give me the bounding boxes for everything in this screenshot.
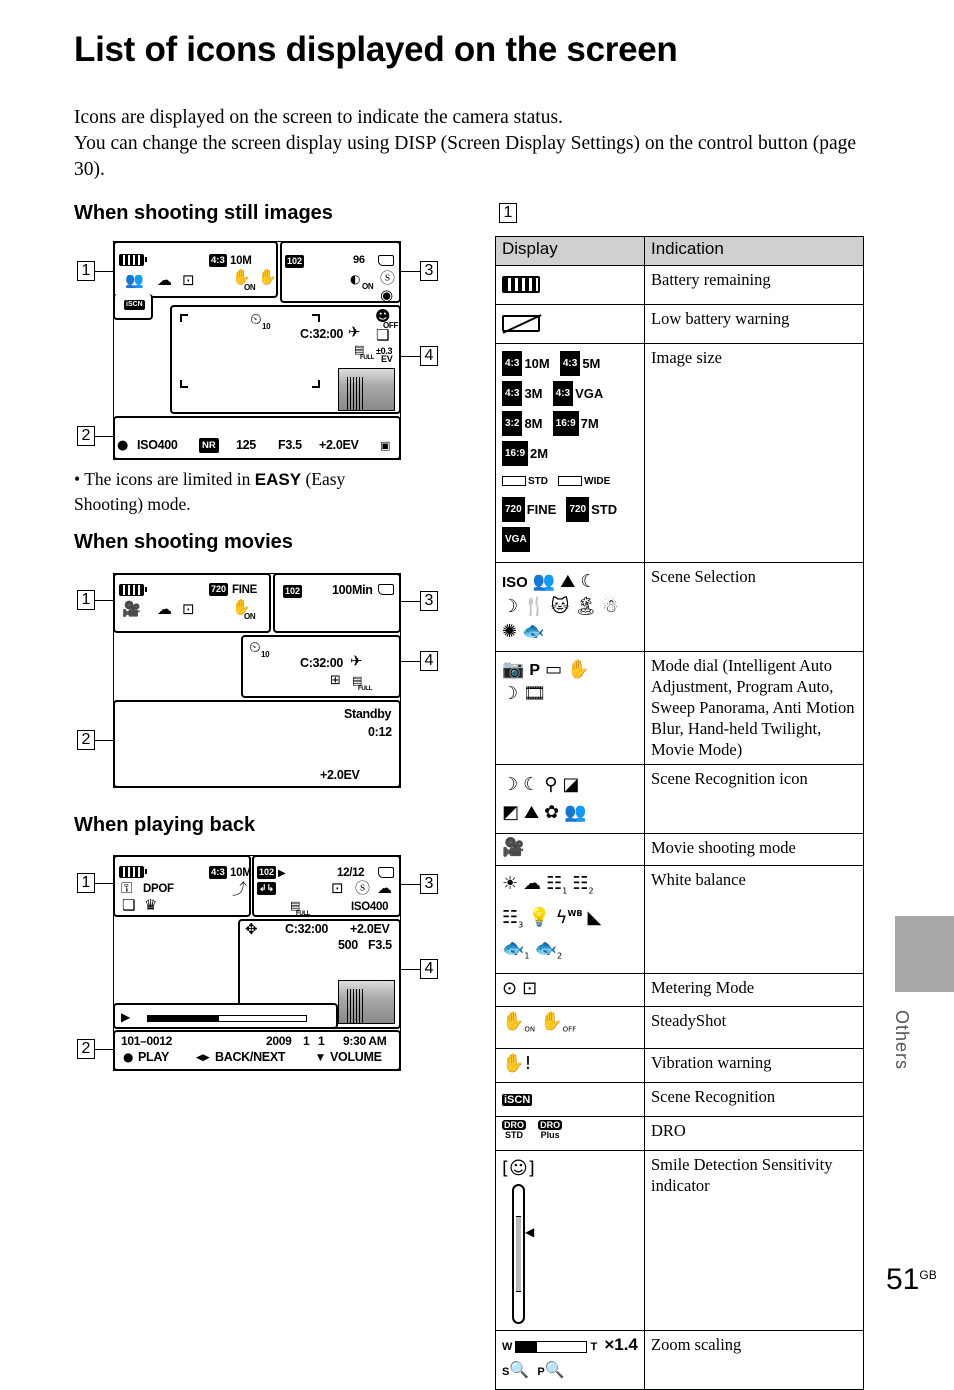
vibration-warning-icon: ✋ <box>258 268 277 286</box>
dro-plus-icon: DRO Plus <box>540 1119 561 1140</box>
zoom-s-label: S <box>502 1365 510 1378</box>
movie-fine-icon: 720 FINE <box>502 497 556 522</box>
full-label: FULL <box>360 355 375 361</box>
exposure-value: +2.0EV <box>320 768 360 782</box>
volume-label: VOLUME <box>330 1050 382 1064</box>
image-quality-icon: ▤ <box>354 343 365 356</box>
steadyshot-on: ON <box>244 283 256 292</box>
burst-group-icon: ❏ <box>122 896 136 914</box>
record-status: Standby <box>344 707 392 721</box>
indication: SteadyShot <box>645 1007 864 1049</box>
col-display: Display <box>496 237 645 266</box>
table-row <box>496 865 864 974</box>
macro-icon: ✿ <box>544 801 560 823</box>
backlight-portrait-icon: ◩ <box>502 801 520 823</box>
portrait-icon: 👥 <box>564 801 587 823</box>
timecode: C:32:00 <box>285 922 329 936</box>
leader-line <box>95 600 115 601</box>
playback-heading: When playing back <box>74 814 256 836</box>
smile-icon: ☻ <box>375 307 391 325</box>
beach-icon: 🏝 <box>574 595 598 617</box>
still-heading: When shooting still images <box>74 202 333 224</box>
callout-1: 1 <box>77 873 95 893</box>
memory-card-icon <box>378 255 394 266</box>
vibration-icon: ✥ <box>245 920 258 938</box>
nr-tag: NR <box>199 438 219 453</box>
af-frame-tl <box>180 314 188 322</box>
metering-center-icon: ⊙ <box>502 978 518 1000</box>
sweep-panorama-icon: ▭ <box>545 658 563 680</box>
twilight-icon: ☽ <box>502 773 519 795</box>
smile-sensitivity-bar <box>512 1184 525 1324</box>
play-folder-arrow: ▶ <box>278 868 286 879</box>
twilight-icon: ☽ <box>502 595 519 617</box>
image-size-icon: 3:2 8M <box>502 411 543 436</box>
note-post: (Easy Shooting) mode. <box>74 469 346 514</box>
callout-4: 4 <box>420 959 438 979</box>
landscape-icon: ⛰ <box>524 801 540 823</box>
backlight-icon: ◪ <box>562 773 580 795</box>
steadyshot-on-icon: $✋_{ON}$ <box>502 1011 536 1034</box>
table-row <box>496 833 864 865</box>
leader-line <box>95 883 115 884</box>
table-row <box>496 764 864 833</box>
smart-zoom-icon: 🔍 <box>509 1359 530 1379</box>
icon-table <box>495 236 864 1390</box>
scene-hint-icon: ✈ <box>350 652 363 670</box>
pet-icon: 🐱 <box>550 595 570 617</box>
indication: Metering Mode <box>645 974 864 1007</box>
image-size-icon: 4:3 VGA <box>553 381 604 406</box>
movie-box-3 <box>273 573 401 633</box>
quality-full-icon: ▤ <box>352 674 363 687</box>
folder-tag: 102 <box>259 867 275 877</box>
image-size: 10M <box>230 867 252 879</box>
movie-mode-icon: 🎞 <box>523 682 546 704</box>
easy-note: • The icons are limited in EASY (Easy Shooting) mode. <box>74 469 346 514</box>
callout-2: 2 <box>77 426 95 446</box>
wb-daylight-icon: ☀ <box>502 872 519 894</box>
playback-progress-fill <box>148 1016 219 1021</box>
callout-4: 4 <box>420 346 438 366</box>
image-count: 12/12 <box>337 867 365 879</box>
scene-recognition-icon: iSCN <box>504 1093 531 1106</box>
aperture-value: F3.5 <box>368 938 392 952</box>
timecode: C:32:00 <box>300 656 344 670</box>
leader-line <box>95 1049 115 1050</box>
table-row <box>496 974 864 1007</box>
zoom-t-label: T <box>590 1340 598 1353</box>
wb-fluorescent-3-icon: $☷_3$ <box>502 907 524 930</box>
red-eye-icon: ◉ <box>380 286 394 304</box>
page-number: $51^{GB}$ <box>886 1263 937 1296</box>
table-row <box>496 266 864 305</box>
self-timer-sub: 10 <box>261 650 270 659</box>
leader-line <box>95 436 115 437</box>
indication: Scene Recognition icon <box>645 764 864 833</box>
wb-underwater-2-icon: $🐟_2$ <box>534 937 563 961</box>
high-sensitivity-icon: ISO <box>502 573 528 591</box>
aspect-tag: 4:3 <box>211 867 225 878</box>
callout-3: 3 <box>420 591 438 611</box>
image-size-icon: 4:3 5M <box>560 351 601 376</box>
movie-shooting-icon: 🎥 <box>502 836 525 858</box>
wb-flash-icon: $ϟ^{WB}$ <box>555 907 583 929</box>
back-next-label: BACK/NEXT <box>215 1050 286 1064</box>
metering-spot-icon: ⊡ <box>182 600 195 618</box>
flash-icon: ⓢ <box>355 879 371 897</box>
ev-label: EV <box>381 354 393 364</box>
battery-icon <box>119 866 144 878</box>
handheld-twilight-icon: ☽ <box>502 682 519 704</box>
indication: Mode dial (Intelligent Auto Adjustment, Program Auto, Sweep Panorama, Anti Motion Blur, Hand-held Twilight, Movie Mode) <box>645 651 864 764</box>
wb-cloudy-icon: ☁ <box>157 600 172 618</box>
metering-spot-icon: ⊡ <box>182 271 195 289</box>
indication: Zoom scaling <box>645 1330 864 1389</box>
callout-4: 4 <box>420 651 438 671</box>
indication: Smile Detection Sensitivity indicator <box>645 1150 864 1330</box>
zoom-bar <box>515 1341 587 1353</box>
steadyshot-icon: ✋ <box>232 598 251 616</box>
battery-icon <box>119 254 144 266</box>
battery-icon <box>502 276 540 293</box>
change-icon: ⤴ <box>232 880 248 898</box>
leader-line <box>400 661 420 662</box>
folder-tag: 102 <box>287 256 303 266</box>
play-label: PLAY <box>138 1050 169 1064</box>
soft-snap-icon: 👥 <box>532 570 556 592</box>
image-size-icon: 16:9 7M <box>553 411 599 436</box>
col-indication: Indication <box>645 237 864 266</box>
quality-full-icon: ▤ <box>290 899 301 912</box>
protect-key-icon: ⚿ <box>121 879 133 897</box>
left-right-icon: ◀▶ <box>196 1053 210 1063</box>
down-arrow-icon: ▼ <box>317 1053 324 1063</box>
indication: DRO <box>645 1116 864 1150</box>
callout-2: 2 <box>77 1039 95 1059</box>
page-title: List of icons displayed on the screen <box>74 30 678 69</box>
indication: Movie shooting mode <box>645 833 864 865</box>
metering-spot-icon: ⊡ <box>331 879 344 897</box>
histogram <box>338 980 395 1024</box>
intro-text <box>74 105 874 183</box>
full-label: FULL <box>358 686 373 692</box>
date-month: 1 <box>303 1034 310 1048</box>
indication: White balance <box>645 865 864 974</box>
time-value: 9:30 AM <box>343 1034 387 1048</box>
iso-value: ISO400 <box>137 438 178 452</box>
anti-motion-blur-icon: ✋ <box>567 658 590 680</box>
wb-fluorescent-1-icon: $☷_1$ <box>546 872 568 896</box>
zoom-w-label: W <box>502 1340 513 1353</box>
full-label: FULL <box>296 911 311 917</box>
file-number: 101–0012 <box>121 1034 172 1048</box>
af-on-label: ON <box>362 282 374 291</box>
date-day: 1 <box>318 1034 325 1048</box>
quality-tag: 720 <box>211 584 227 594</box>
section-tab <box>895 916 954 992</box>
image-size-icon: 4:3 10M <box>502 351 550 376</box>
wb-cloudy-icon: ☁ <box>157 271 172 289</box>
table-row <box>496 1330 864 1389</box>
crown-icon: ♛ <box>144 896 158 914</box>
af-frame-tr <box>312 314 320 322</box>
play-dot-icon: ● <box>123 1050 134 1064</box>
table-row <box>496 1007 864 1049</box>
section-label: Others <box>892 1010 912 1071</box>
table-row <box>496 1150 864 1330</box>
image-size-icon: 16:9 2M <box>502 441 548 466</box>
low-battery-icon <box>502 315 540 332</box>
landscape-icon: ⛰ <box>560 570 576 592</box>
steadyshot-on: ON <box>244 612 256 621</box>
self-timer-sub: 10 <box>262 322 271 331</box>
table-row <box>496 651 864 764</box>
intelligent-auto-icon: 📷 <box>502 658 525 680</box>
battery-icon <box>119 584 144 596</box>
panorama-std-icon: STD <box>502 471 548 492</box>
snow-icon: ☃ <box>602 595 619 617</box>
movie-std-icon: 720 STD <box>566 497 617 522</box>
movie-mode-icon: 🎥 <box>122 600 141 618</box>
exp-comp-small: ±0.3 <box>376 346 393 356</box>
shutter-value: 125 <box>236 438 256 452</box>
play-triangle-icon: ▶ <box>121 1010 131 1024</box>
af-frame-bl <box>180 380 188 388</box>
indication: Scene Selection <box>645 562 864 651</box>
leader-line <box>400 356 420 357</box>
audio-level-icon: ⊞ <box>330 673 341 688</box>
smile-level-arrow-icon: ◀ <box>525 1224 535 1239</box>
record-dot-icon: ● <box>117 438 129 453</box>
fireworks-icon: ✺ <box>502 620 518 642</box>
movie-quality: FINE <box>232 584 257 596</box>
dro-std-icon: DRO STD <box>504 1119 524 1140</box>
dpof-label: DPOF <box>143 883 174 895</box>
smile-off: OFF <box>383 321 399 330</box>
shots-remaining: 96 <box>353 254 365 266</box>
recording-remaining: 100Min <box>332 583 373 597</box>
table-row <box>496 344 864 563</box>
leader-line <box>400 601 420 602</box>
indication: Low battery warning <box>645 305 864 344</box>
image-size: 10M <box>230 255 252 267</box>
intro-line-1: Icons are displayed on the screen to indicate the camera status. <box>74 107 563 128</box>
leader-line <box>95 271 115 272</box>
callout-1: 1 <box>77 590 95 610</box>
table-row <box>496 1116 864 1150</box>
folder-tag: 102 <box>285 586 301 596</box>
twilight-portrait-icon: ☾ <box>580 570 597 592</box>
memory-card-icon <box>378 867 394 878</box>
callout-2: 2 <box>77 730 95 750</box>
self-timer-icon: ⏲ <box>249 638 261 656</box>
twilight-tripod-icon: ⚲ <box>544 773 558 795</box>
steadyshot-icon: ✋ <box>232 268 251 286</box>
gourmet-icon: 🍴 <box>523 595 546 617</box>
scene-hint-icon: ✈ <box>348 323 361 341</box>
aperture-value: F3.5 <box>278 438 302 452</box>
movie-heading: When shooting movies <box>74 531 293 553</box>
indication: Image size <box>645 344 864 563</box>
af-illuminator-icon: ◐ <box>350 272 361 286</box>
table-row <box>496 1048 864 1082</box>
callout-3: 3 <box>420 874 438 894</box>
indication: Vibration warning <box>645 1048 864 1082</box>
exposure-value: +2.0EV <box>350 922 390 936</box>
smile-detection-icon: [☺] <box>502 1157 535 1179</box>
wb-underwater-1-icon: $🐟_1$ <box>502 937 530 961</box>
wb-cloudy-icon: ☁ <box>377 879 392 897</box>
table-row <box>496 305 864 344</box>
leader-line <box>400 884 420 885</box>
timecode: C:32:00 <box>300 327 344 341</box>
movie-vga-icon: VGA <box>502 527 532 552</box>
vibration-warning-icon: ✋! <box>502 1052 532 1074</box>
intro-line-2: You can change the screen display using DISP (Screen Display Settings) on the control button (page 30). <box>74 133 857 180</box>
table-row <box>496 1082 864 1116</box>
note-easy: EASY <box>254 470 302 489</box>
wb-fluorescent-2-icon: $☷_2$ <box>572 872 594 896</box>
indication: Scene Recognition <box>645 1082 864 1116</box>
wb-cloudy-icon: ☁ <box>523 872 542 894</box>
shutter-value: 500 <box>338 938 358 952</box>
note-pre: The icons are limited in <box>84 469 251 489</box>
flash-icon: ⓢ <box>380 269 396 287</box>
scene-portrait-icon: 👥 <box>125 271 144 289</box>
panorama-wide-icon: WIDE <box>558 471 610 492</box>
self-timer-icon: ⏲ <box>250 310 262 328</box>
battery-small-icon: ▣ <box>380 439 391 452</box>
image-size-icon: 4:3 3M <box>502 381 543 406</box>
elapsed-time: 0:12 <box>368 725 392 739</box>
callout-1: 1 <box>77 261 95 281</box>
leader-line <box>400 969 420 970</box>
table-callout-1: 1 <box>499 203 517 223</box>
zoom-p-label: P <box>537 1365 545 1378</box>
burst-icon: ❏ <box>376 326 390 344</box>
underwater-icon: 🐟 <box>522 620 545 642</box>
wb-incandescent-icon: 💡 <box>528 907 551 929</box>
twilight-portrait-icon: ☾ <box>523 773 540 795</box>
leader-line <box>400 271 420 272</box>
leader-line <box>95 740 115 741</box>
precision-zoom-icon: 🔍 <box>544 1359 565 1379</box>
program-auto-icon: P <box>529 661 541 679</box>
histogram <box>338 368 395 411</box>
wb-custom-icon: ◣ <box>587 907 602 929</box>
iso-value: ISO400 <box>351 901 389 913</box>
indication: Battery remaining <box>645 266 864 305</box>
steadyshot-off-icon: $✋_{OFF}$ <box>540 1011 577 1034</box>
metering-spot-icon: ⊡ <box>522 978 538 1000</box>
date-year: 2009 <box>266 1034 292 1048</box>
table-row <box>496 562 864 651</box>
callout-3: 3 <box>420 261 438 281</box>
zoom-value: ×1.4 <box>604 1334 638 1354</box>
aspect-tag: 4:3 <box>211 255 225 266</box>
exposure-value: +2.0EV <box>319 438 359 452</box>
af-frame-br <box>312 380 320 388</box>
scene-recognition-icon: iSCN <box>126 301 143 308</box>
playback-folder-icon: ↲↳ <box>259 883 275 893</box>
playback-progress-bar <box>147 1015 307 1022</box>
memory-card-icon <box>378 584 394 595</box>
